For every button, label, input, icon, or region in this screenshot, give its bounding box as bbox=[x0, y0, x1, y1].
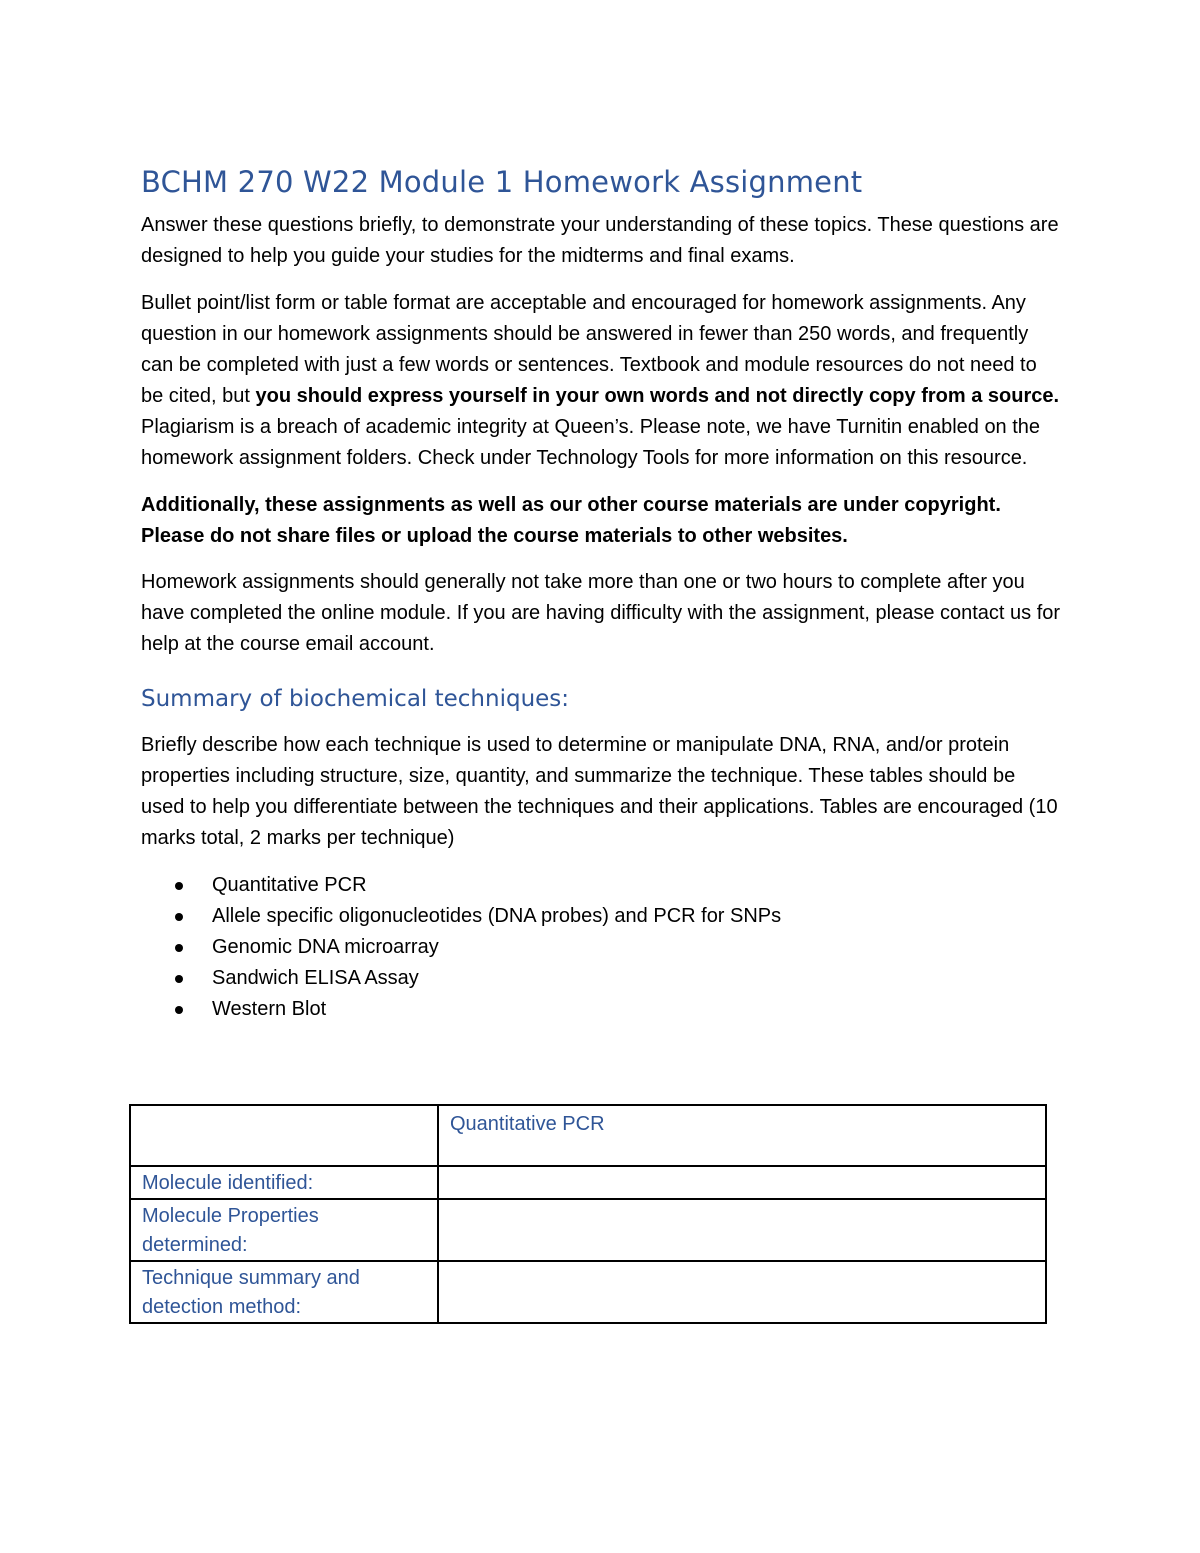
copyright-paragraph bbox=[141, 490, 1061, 552]
bullet-icon bbox=[175, 975, 183, 983]
technique-label: Allele specific oligonucleotides (DNA probes) and PCR for SNPs bbox=[212, 905, 782, 927]
table-corner-cell bbox=[130, 1105, 438, 1166]
technique-label: Western Blot bbox=[212, 998, 327, 1020]
bullet-icon bbox=[175, 882, 183, 890]
document-page bbox=[141, 160, 1061, 1025]
guidelines-paragraph bbox=[141, 288, 1061, 474]
answer-cell-technique-summary[interactable] bbox=[438, 1261, 1046, 1323]
document-title: BCHM 270 W22 Module 1 Homework Assignment bbox=[141, 165, 863, 199]
time-note-paragraph: Homework assignments should generally not take more than one or two hours to complete after you have completed the online module. If you are having difficulty with the assignment, please contact us for help at the course email account. bbox=[141, 571, 1061, 655]
table-row bbox=[130, 1261, 1046, 1323]
list-item bbox=[172, 963, 1061, 994]
guidelines-text-1: Bullet point/list form or table format are acceptable and encouraged for homework assignments. Any question in our homework assignments should be answered in fewer than 250 words, and frequently can be completed with just a few words or sentences. Textbook and module resources do not need to be cited, but bbox=[141, 292, 1037, 407]
bullet-icon bbox=[175, 1006, 183, 1014]
table-header-row bbox=[130, 1105, 1046, 1166]
answer-cell-molecule-properties[interactable] bbox=[438, 1199, 1046, 1261]
technique-label: Sandwich ELISA Assay bbox=[212, 967, 419, 989]
list-item bbox=[172, 994, 1061, 1025]
list-item bbox=[172, 870, 1061, 901]
technique-label: Genomic DNA microarray bbox=[212, 936, 439, 958]
row-label-molecule-properties: Molecule Properties determined: bbox=[130, 1199, 438, 1261]
techniques-list bbox=[141, 870, 1061, 1025]
table-row bbox=[130, 1166, 1046, 1199]
list-item bbox=[172, 932, 1061, 963]
table-row bbox=[130, 1199, 1046, 1261]
table-header-cell: Quantitative PCR bbox=[438, 1105, 1046, 1166]
row-label-technique-summary: Technique summary and detection method: bbox=[130, 1261, 438, 1323]
copyright-notice: Additionally, these assignments as well as our other course materials are under copyright. Please do not share files or upload the course materials to other websites. bbox=[141, 494, 1001, 547]
guidelines-text-2: Plagiarism is a breach of academic integrity at Queen’s. Please note, we have Turnitin enabled on the homework assignment folders. Check under Technology Tools for more information on this resource. bbox=[141, 416, 1041, 469]
bullet-icon bbox=[175, 913, 183, 921]
guidelines-bold-text: you should express yourself in your own words and not directly copy from a source. bbox=[255, 385, 1060, 407]
intro-paragraph: Answer these questions briefly, to demonstrate your understanding of these topics. These questions are designed to help you guide your studies for the midterms and final exams. bbox=[141, 214, 1059, 267]
section-heading: Summary of biochemical techniques: bbox=[141, 686, 570, 712]
technique-label: Quantitative PCR bbox=[212, 874, 367, 896]
row-label-molecule-identified: Molecule identified: bbox=[130, 1166, 438, 1199]
bullet-icon bbox=[175, 944, 183, 952]
answer-cell-molecule-identified[interactable] bbox=[438, 1166, 1046, 1199]
section-instructions: Briefly describe how each technique is used to determine or manipulate DNA, RNA, and/or protein properties including structure, size, quantity, and summarize the technique. These tables should be used to help you differentiate between the techniques and their applications. Tables are encouraged (10 marks total, 2 marks per technique) bbox=[141, 734, 1058, 849]
list-item bbox=[172, 901, 1061, 932]
qpcr-table bbox=[129, 1104, 1047, 1324]
